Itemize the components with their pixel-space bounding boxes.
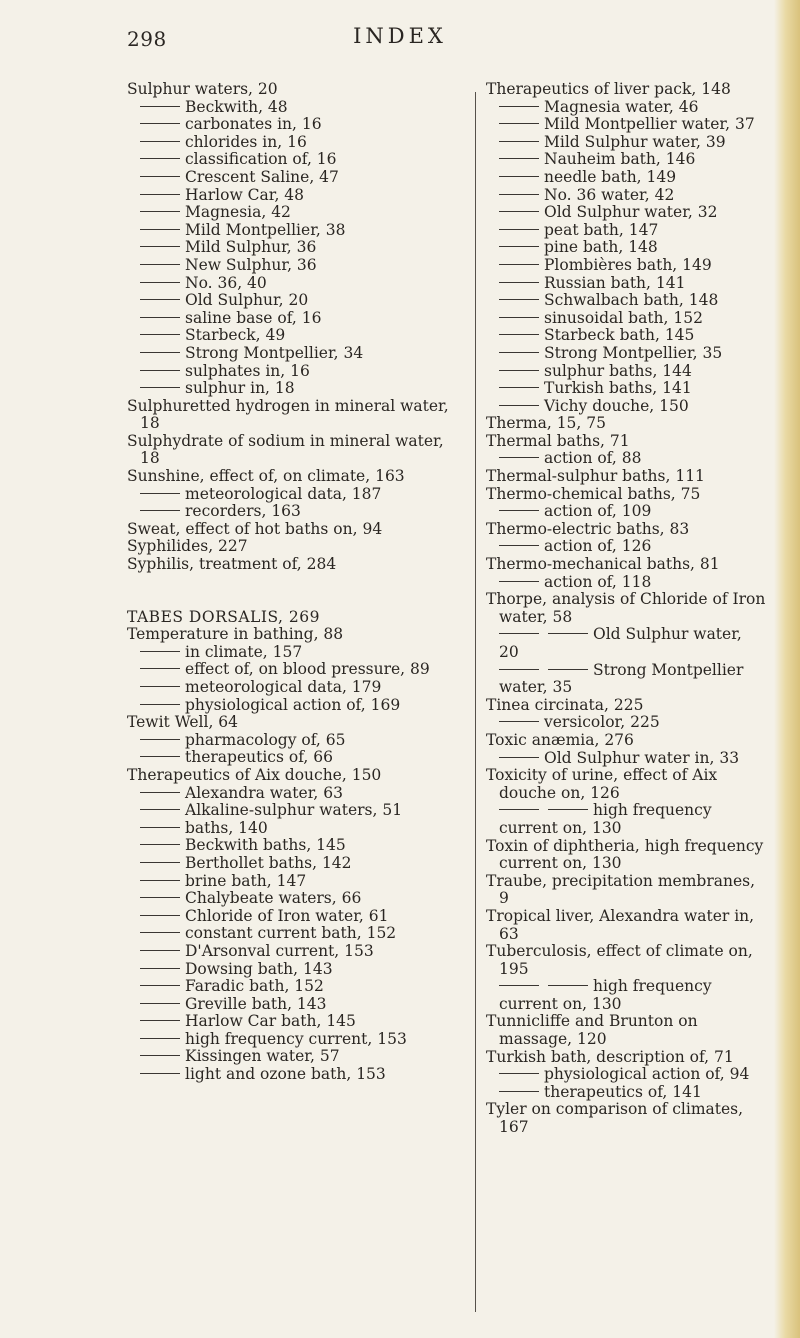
ditto-dash	[499, 387, 539, 388]
entry-text: carbonates in, 16	[185, 115, 322, 134]
index-subentry	[127, 380, 467, 398]
index-subentry	[486, 310, 766, 328]
index-subentry	[486, 1084, 766, 1102]
ditto-dash	[499, 985, 539, 986]
entry-text: Schwalbach bath, 148	[544, 291, 719, 310]
index-subentry	[486, 169, 766, 187]
index-entry	[127, 398, 467, 433]
ditto-dash	[140, 985, 180, 986]
entry-text: pine bath, 148	[544, 238, 658, 257]
entry-text: recorders, 163	[185, 502, 301, 521]
ditto-dash	[140, 792, 180, 793]
index-subentry	[486, 978, 766, 1013]
index-entry	[486, 697, 766, 715]
index-subentry	[486, 750, 766, 768]
index-subentry	[127, 785, 467, 803]
ditto-dash	[140, 194, 180, 195]
ditto-dash	[140, 1073, 180, 1074]
index-subentry	[486, 1066, 766, 1084]
ditto-dash	[140, 282, 180, 283]
entry-text: action of, 126	[544, 537, 652, 556]
entry-text: Mild Montpellier, 38	[185, 220, 346, 239]
entry-text: Berthollet baths, 142	[185, 853, 352, 872]
entry-text: Beckwith baths, 145	[185, 836, 346, 855]
ditto-dash	[140, 1038, 180, 1039]
index-subentry	[127, 802, 467, 820]
entry-text: Therapeutics of Aix douche, 150	[127, 765, 382, 784]
entry-text: sinusoidal bath, 152	[544, 308, 703, 327]
index-subentry	[486, 99, 766, 117]
index-subentry	[127, 204, 467, 222]
index-subentry	[127, 925, 467, 943]
ditto-dash	[140, 1020, 180, 1021]
index-subentry	[127, 732, 467, 750]
ditto-dash	[499, 370, 539, 371]
entry-text: Kissingen water, 57	[185, 1047, 340, 1066]
ditto-dash	[140, 176, 180, 177]
entry-text: Tinea circinata, 225	[486, 695, 644, 714]
index-subentry	[127, 890, 467, 908]
index-entry	[486, 433, 766, 451]
entry-text: Tewit Well, 64	[127, 713, 239, 732]
index-entry	[486, 486, 766, 504]
entry-text: Tyler on comparison of climates, 167	[486, 1100, 744, 1137]
index-subentry	[127, 644, 467, 662]
ditto-dash	[140, 862, 180, 863]
ditto-dash	[140, 510, 180, 511]
entry-text: Temperature in bathing, 88	[127, 625, 344, 644]
entry-text: Sulphur waters, 20	[127, 80, 278, 98]
index-entry	[127, 556, 467, 574]
entry-text: action of, 118	[544, 572, 652, 591]
entry-text: sulphates in, 16	[185, 361, 310, 380]
ditto-dash	[499, 334, 539, 335]
index-entry	[486, 1013, 766, 1048]
entry-text: Alkaline-sulphur waters, 51	[185, 801, 403, 820]
ditto-dash	[140, 229, 180, 230]
index-entry	[486, 873, 766, 908]
index-entry	[127, 433, 467, 468]
ditto-dash	[140, 932, 180, 933]
index-entry	[486, 1049, 766, 1067]
ditto-dash	[499, 106, 539, 107]
entry-text: Crescent Saline, 47	[185, 167, 339, 186]
page-number: 298	[127, 27, 167, 51]
entry-text: Thermo-electric baths, 83	[486, 519, 690, 538]
ditto-dash	[140, 299, 180, 300]
entry-text: Syphilides, 227	[127, 537, 248, 556]
ditto-dash	[140, 264, 180, 265]
index-subentry	[127, 1013, 467, 1031]
entry-text: meteorological data, 179	[185, 678, 382, 696]
ditto-dash	[140, 1003, 180, 1004]
index-subentry	[486, 257, 766, 275]
entry-text: Sunshine, effect of, on climate, 163	[127, 467, 405, 486]
index-entry	[486, 1101, 766, 1136]
entry-text: therapeutics of, 66	[185, 748, 333, 767]
index-subentry	[127, 99, 467, 117]
index-subentry	[127, 837, 467, 855]
ditto-dash	[499, 757, 539, 758]
index-subentry	[486, 116, 766, 134]
entry-text: saline base of, 16	[185, 308, 322, 327]
index-subentry	[127, 679, 467, 697]
index-subentry	[127, 222, 467, 240]
entry-text: Thermo-chemical baths, 75	[486, 484, 701, 503]
entry-text: Sulphydrate of sodium in mineral water, 18	[127, 431, 444, 468]
index-entry	[127, 609, 467, 627]
entry-text: constant current bath, 152	[185, 924, 397, 943]
index-entry	[486, 732, 766, 750]
ditto-dash	[140, 844, 180, 845]
entry-text: action of, 88	[544, 449, 642, 468]
ditto-dash	[499, 123, 539, 124]
ditto-dash	[499, 633, 539, 634]
index-subentry	[127, 943, 467, 961]
entry-text: effect of, on blood pressure, 89	[185, 660, 430, 679]
ditto-dash	[499, 457, 539, 458]
entry-text: Plombières bath, 149	[544, 255, 712, 274]
entry-text: Thermo-mechanical baths, 81	[486, 555, 720, 574]
ditto-dash	[499, 229, 539, 230]
entry-text: Harlow Car bath, 145	[185, 1012, 356, 1031]
index-subentry	[486, 187, 766, 205]
ditto-dash	[499, 405, 539, 406]
entry-text: physiological action of, 169	[185, 695, 401, 714]
ditto-dash	[499, 299, 539, 300]
entry-text: Magnesia, 42	[185, 203, 291, 222]
entry-text: Dowsing bath, 143	[185, 959, 333, 978]
entry-text: Starbeck, 49	[185, 326, 286, 345]
index-subentry	[486, 714, 766, 732]
index-subentry	[127, 116, 467, 134]
entry-text: versicolor, 225	[544, 713, 660, 732]
index-subentry	[127, 961, 467, 979]
entry-text: Starbeck bath, 145	[544, 326, 695, 345]
ditto-dash	[140, 387, 180, 388]
entry-text: Sweat, effect of hot baths on, 94	[127, 519, 383, 538]
ditto-dash	[140, 493, 180, 494]
index-subentry	[127, 820, 467, 838]
ditto-dash	[140, 246, 180, 247]
entry-text: Russian bath, 141	[544, 273, 686, 292]
entry-text: Alexandra water, 63	[185, 783, 343, 802]
ditto-dash	[140, 123, 180, 124]
entry-text: Nauheim bath, 146	[544, 150, 696, 169]
index-entry	[127, 626, 467, 644]
index-subentry	[127, 908, 467, 926]
ditto-dash	[548, 633, 588, 634]
entry-text: Strong Montpellier, 34	[185, 343, 364, 362]
index-subentry	[486, 574, 766, 592]
entry-text: baths, 140	[185, 818, 268, 837]
ditto-dash	[499, 545, 539, 546]
index-entry	[127, 538, 467, 556]
index-subentry	[127, 503, 467, 521]
entry-text: Therma, 15, 75	[486, 414, 606, 433]
ditto-dash	[140, 968, 180, 969]
index-entry	[486, 81, 766, 99]
ditto-dash	[140, 317, 180, 318]
ditto-dash	[140, 756, 180, 757]
index-subentry	[486, 398, 766, 416]
ditto-dash	[548, 985, 588, 986]
index-entry	[486, 591, 766, 626]
entry-text: TABES DORSALIS, 269	[127, 607, 320, 626]
index-subentry	[486, 204, 766, 222]
entry-text: Traube, precipitation membranes, 9	[486, 871, 756, 908]
index-subentry	[486, 275, 766, 293]
entry-text: Tunnicliffe and Brunton on massage, 120	[486, 1012, 698, 1049]
index-subentry	[486, 327, 766, 345]
ditto-dash	[499, 194, 539, 195]
index-entry	[486, 767, 766, 802]
index-subentry	[486, 363, 766, 381]
index-column-left	[127, 81, 467, 1084]
index-entry	[127, 468, 467, 486]
entry-text: action of, 109	[544, 502, 652, 521]
entry-text: Chloride of Iron water, 61	[185, 906, 389, 925]
index-entry	[486, 521, 766, 539]
index-entry	[127, 81, 467, 99]
ditto-dash	[140, 686, 180, 687]
entry-text: Beckwith, 48	[185, 97, 288, 116]
entry-text: Toxin of diphtheria, high frequency current on, 130	[486, 836, 764, 873]
entry-text: Therapeutics of liver pack, 148	[486, 80, 731, 98]
entry-text: Old Sulphur water, 20	[499, 625, 742, 661]
index-subentry	[486, 222, 766, 240]
index-subentry	[127, 239, 467, 257]
index-entry	[127, 521, 467, 539]
ditto-dash	[140, 668, 180, 669]
entry-text: Faradic bath, 152	[185, 977, 324, 996]
ditto-dash	[140, 352, 180, 353]
entry-text: Syphilis, treatment of, 284	[127, 555, 337, 574]
index-column-right	[486, 81, 766, 1137]
entry-text: needle bath, 149	[544, 167, 677, 186]
ditto-dash	[499, 246, 539, 247]
entry-text: Old Sulphur, 20	[185, 291, 309, 310]
entry-text: Strong Montpellier, 35	[544, 343, 723, 362]
ditto-dash	[140, 1055, 180, 1056]
index-subentry	[486, 503, 766, 521]
ditto-dash	[140, 651, 180, 652]
index-subentry	[127, 257, 467, 275]
entry-text: Harlow Car, 48	[185, 185, 305, 204]
index-subentry	[127, 1066, 467, 1084]
entry-text: physiological action of, 94	[544, 1065, 750, 1084]
entry-text: pharmacology of, 65	[185, 730, 346, 749]
index-subentry	[486, 292, 766, 310]
ditto-dash	[140, 211, 180, 212]
ditto-dash	[499, 158, 539, 159]
entry-text: Toxic anæmia, 276	[486, 730, 634, 749]
entry-text: meteorological data, 187	[185, 484, 382, 503]
section-gap	[127, 574, 467, 609]
index-entry	[127, 767, 467, 785]
entry-text: Vichy douche, 150	[544, 396, 689, 415]
entry-text: brine bath, 147	[185, 871, 307, 890]
entry-text: in climate, 157	[185, 642, 303, 661]
index-subentry	[127, 661, 467, 679]
entry-text: high frequency current, 153	[185, 1029, 407, 1048]
ditto-dash	[499, 809, 539, 810]
index-subentry	[127, 996, 467, 1014]
index-subentry	[486, 151, 766, 169]
ditto-dash	[499, 721, 539, 722]
ditto-dash	[140, 158, 180, 159]
entry-text: Turkish bath, description of, 71	[486, 1047, 734, 1066]
entry-text: Tropical liver, Alexandra water in, 63	[486, 906, 755, 943]
index-subentry	[486, 662, 766, 697]
ditto-dash	[140, 141, 180, 142]
ditto-dash	[140, 809, 180, 810]
index-subentry	[127, 363, 467, 381]
ditto-dash	[140, 106, 180, 107]
entry-text: Greville bath, 143	[185, 994, 327, 1013]
entry-text: Mild Sulphur water, 39	[544, 132, 726, 151]
entry-text: sulphur in, 18	[185, 379, 295, 398]
ditto-dash	[140, 880, 180, 881]
entry-text: Toxicity of urine, effect of Aix douche on, 126	[486, 766, 718, 802]
entry-text: high frequency current on, 130	[499, 801, 712, 837]
ditto-dash	[499, 1091, 539, 1092]
page-edge	[774, 0, 800, 1338]
ditto-dash	[140, 950, 180, 951]
entry-text: Thermal-sulphur baths, 111	[486, 467, 705, 486]
entry-text: sulphur baths, 144	[544, 361, 692, 380]
ditto-dash	[499, 282, 539, 283]
ditto-dash	[499, 669, 539, 670]
ditto-dash	[499, 176, 539, 177]
index-entry	[486, 838, 766, 873]
index-subentry	[486, 345, 766, 363]
index-subentry	[127, 275, 467, 293]
ditto-dash	[548, 669, 588, 670]
entry-text: Chalybeate waters, 66	[185, 889, 362, 908]
entry-text: New Sulphur, 36	[185, 255, 317, 274]
ditto-dash	[548, 809, 588, 810]
entry-text: Strong Montpellier water, 35	[499, 660, 744, 697]
entry-text: Mild Montpellier water, 37	[544, 115, 755, 134]
ditto-dash	[140, 370, 180, 371]
index-subentry	[127, 1048, 467, 1066]
index-subentry	[127, 187, 467, 205]
entry-text: Turkish baths, 141	[544, 379, 692, 398]
index-subentry	[127, 749, 467, 767]
entry-text: chlorides in, 16	[185, 132, 307, 151]
index-subentry	[127, 855, 467, 873]
entry-text: D'Arsonval current, 153	[185, 941, 374, 960]
index-entry	[486, 468, 766, 486]
entry-text: Thorpe, analysis of Chloride of Iron water, 58	[486, 590, 766, 626]
ditto-dash	[140, 915, 180, 916]
entry-text: Thermal baths, 71	[486, 431, 630, 450]
ditto-dash	[499, 510, 539, 511]
index-entry	[486, 556, 766, 574]
entry-text: high frequency current on, 130	[499, 977, 712, 1013]
entry-text: No. 36 water, 42	[544, 185, 675, 204]
index-subentry	[486, 538, 766, 556]
ditto-dash	[499, 317, 539, 318]
entry-text: No. 36, 40	[185, 273, 267, 292]
index-subentry	[127, 327, 467, 345]
entry-text: therapeutics of, 141	[544, 1082, 702, 1101]
ditto-dash	[499, 581, 539, 582]
ditto-dash	[140, 334, 180, 335]
entry-text: Old Sulphur water, 32	[544, 203, 718, 222]
index-entry	[486, 908, 766, 943]
index-subentry	[127, 151, 467, 169]
index-subentry	[127, 345, 467, 363]
index-subentry	[127, 292, 467, 310]
index-subentry	[486, 380, 766, 398]
ditto-dash	[499, 1073, 539, 1074]
entry-text: peat bath, 147	[544, 220, 659, 239]
ditto-dash	[499, 264, 539, 265]
index-entry	[486, 415, 766, 433]
entry-text: Old Sulphur water in, 33	[544, 748, 740, 767]
index-subentry	[127, 310, 467, 328]
index-subentry	[127, 134, 467, 152]
index-subentry	[127, 978, 467, 996]
index-entry	[127, 714, 467, 732]
index-subentry	[127, 1031, 467, 1049]
index-subentry	[486, 134, 766, 152]
index-subentry	[486, 450, 766, 468]
ditto-dash	[140, 739, 180, 740]
index-subentry	[127, 486, 467, 504]
index-entry	[486, 943, 766, 978]
column-divider	[475, 92, 476, 1312]
ditto-dash	[499, 141, 539, 142]
entry-text: classification of, 16	[185, 150, 337, 169]
ditto-dash	[499, 352, 539, 353]
entry-text: Mild Sulphur, 36	[185, 238, 317, 257]
entry-text: light and ozone bath, 153	[185, 1065, 386, 1084]
ditto-dash	[140, 897, 180, 898]
index-subentry	[486, 239, 766, 257]
index-subentry	[127, 873, 467, 891]
index-subentry	[127, 697, 467, 715]
ditto-dash	[140, 827, 180, 828]
ditto-dash	[140, 704, 180, 705]
entry-text: Tuberculosis, effect of climate on, 195	[486, 942, 753, 978]
page-title: INDEX	[353, 24, 447, 48]
index-subentry	[486, 626, 766, 661]
entry-text: Magnesia water, 46	[544, 97, 699, 116]
index-subentry	[486, 802, 766, 837]
entry-text: Sulphuretted hydrogen in mineral water, 18	[127, 396, 449, 433]
index-subentry	[127, 169, 467, 187]
ditto-dash	[499, 211, 539, 212]
